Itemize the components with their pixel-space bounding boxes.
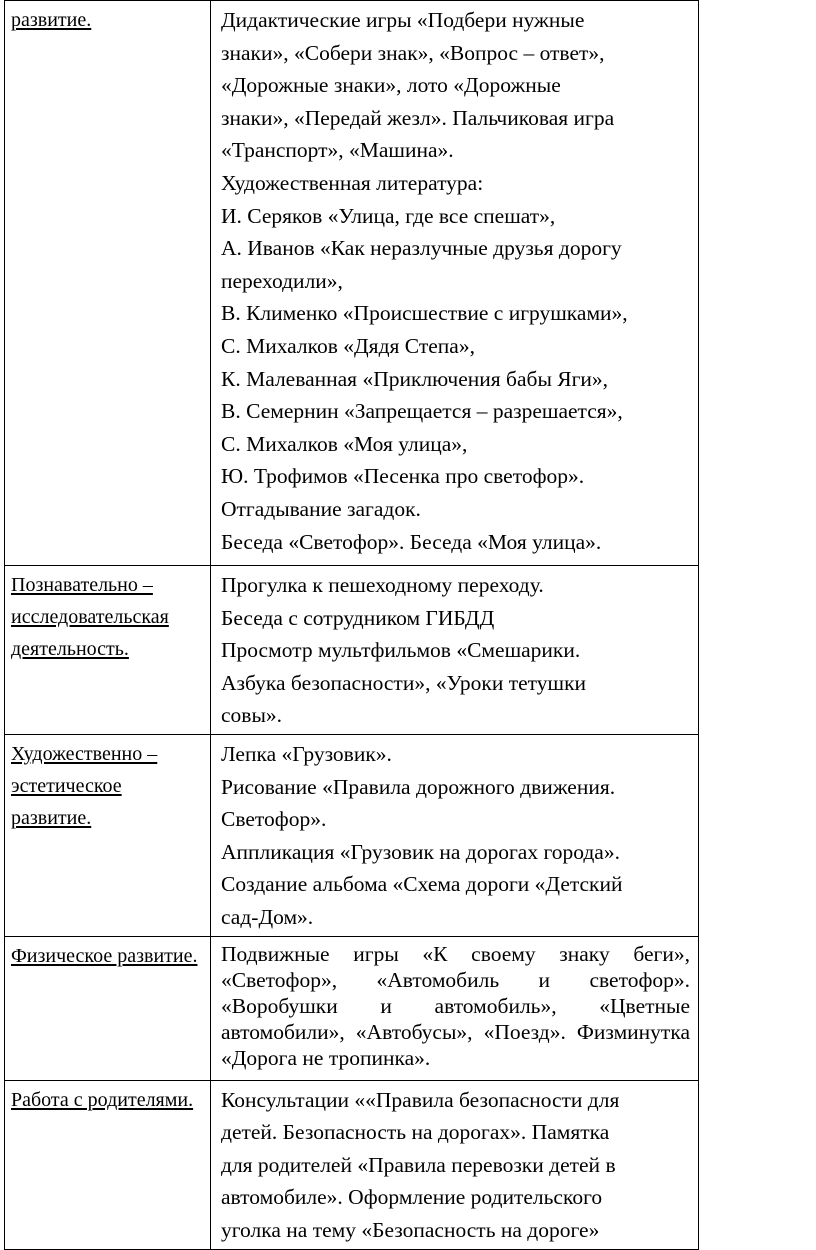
content-line: для родителей «Правила перевозки детей в [221,1152,616,1177]
content-line: сад-Дом». [221,904,314,929]
section-cell [5,1080,211,1249]
content-paragraph: Подвижные игры «К своему знаку беги», «Светофор», «Автомобиль и светофор». «Воробушки и автомобиль», «Цветные автомобили», «Автобусы», «Поезд». Физминутка «Дорога не тропинка». [221,941,690,1070]
section-cell [5,936,211,1080]
content-line: Азбука безопасности», «Уроки тетушки [221,670,587,695]
content-line: В. Семернин «Запрещается – разрешается», [221,399,623,424]
table-row [5,734,699,936]
content-line: Ю. Трофимов «Песенка про светофор». [221,464,585,489]
content-line: Просмотр мультфильмов «Смешарики. [221,638,581,663]
table-row [5,936,699,1080]
content-line: детей. Безопасность на дорогах». Памятка [221,1120,610,1145]
section-cell [5,734,211,936]
content-line: Консультации ««Правила безопасности для [221,1087,620,1112]
section-title: Художественно – эстетическое развитие. [11,742,158,829]
section-title: Познавательно – исследовательская деятельность. [11,574,169,660]
content-line: Прогулка к пешеходному переходу. [221,573,544,597]
activity-plan-table [4,0,699,1250]
content-line: В. Клименко «Происшествие с игрушками», [221,301,628,326]
content-line: Рисование «Правила дорожного движения. [221,774,616,799]
section-cell [5,566,211,735]
content-line: А. Иванов «Как неразлучные друзья дорогу [221,236,622,261]
table-row [5,1080,699,1249]
content-line: Светофор». [221,807,327,832]
content-line: Художественная литература: [221,170,484,195]
content-line: К. Малеванная «Приключения бабы Яги», [221,366,609,391]
content-line: «Транспорт», «Машина». [221,138,454,163]
content-cell [211,936,699,1080]
content-line: Лепка «Грузовик». [221,741,392,766]
content-cell [211,1080,699,1249]
content-cell [211,566,699,735]
content-line: знаки», «Собери знак», «Вопрос – ответ», [221,40,605,65]
content-line: переходили», [221,268,343,293]
content-line: И. Серяков «Улица, где все спешат», [221,203,556,228]
content-line: Беседа с сотрудником ГИБДД [221,605,495,630]
section-title: Физическое развитие. [11,944,198,967]
content-cell [211,734,699,936]
content-line: «Дорожные знаки», лото «Дорожные [221,73,561,98]
content-line: совы». [221,703,283,728]
content-cell [211,1,699,566]
content-line: Аппликация «Грузовик на дорогах города». [221,839,620,864]
table-row [5,566,699,735]
content-line: уголка на тему «Безопасность на дороге» [221,1217,600,1242]
content-line: С. Михалков «Моя улица», [221,431,468,456]
content-line: знаки», «Передай жезл». Пальчиковая игра [221,105,615,130]
content-line: Дидактические игры «Подбери нужные [221,8,585,32]
content-line: Создание альбома «Схема дороги «Детский [221,872,623,897]
content-line: Беседа «Светофор». Беседа «Моя улица». [221,529,602,554]
content-line: Отгадывание загадок. [221,496,421,521]
content-line: автомобиле». Оформление родительского [221,1185,603,1210]
section-cell [5,1,211,566]
section-title: развитие. [11,9,92,31]
table-row [5,1,699,566]
content-line: С. Михалков «Дядя Степа», [221,333,475,358]
section-title: Работа с родителями. [11,1088,194,1111]
